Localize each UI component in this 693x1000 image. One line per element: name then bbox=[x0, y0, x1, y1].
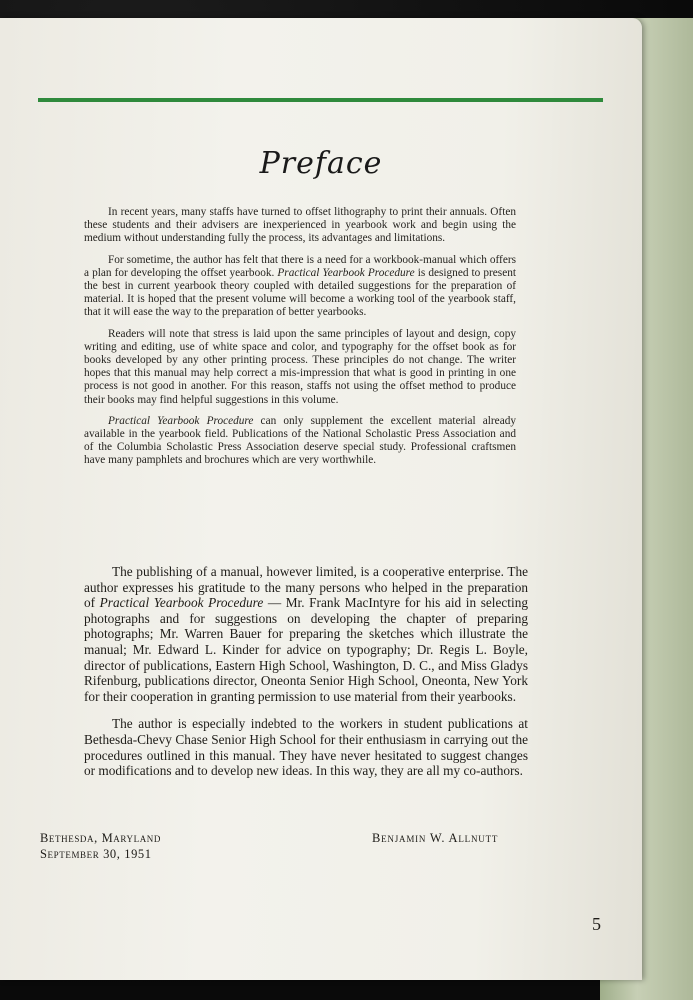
book-title-italic: Practical Yearbook Procedure bbox=[277, 266, 415, 279]
page-title: Preface bbox=[259, 146, 383, 181]
book-title-italic: Practical Yearbook Procedure bbox=[99, 595, 264, 611]
paragraph-text: The author is especially indebted to the workers in student publications at Bethesda-Chevy Chase Senior High School for their enthusiasm in carrying out the procedures outlined in this manual. They have never hesitated to suggest changes or modifications and to develop new ideas. In this way, they are all my co-authors. bbox=[84, 716, 528, 779]
preface-paragraph bbox=[84, 716, 528, 778]
paragraph-text: For sometime, the author has felt that there is a need for a workbook-manual which offers a plan for developing the offset yearbook. bbox=[84, 253, 516, 279]
preface-paragraph bbox=[84, 206, 516, 246]
signature-place: Bethesda, Maryland bbox=[40, 831, 161, 845]
preface-body-small bbox=[84, 206, 516, 476]
page-number: 5 bbox=[592, 914, 601, 934]
paragraph-text: is designed to present the best in current yearbook theory coupled with detailed suggestions for the preparation of material. It is hoped that the present volume will become a working tool of the yearbook staff, that it will ease the way to the preparation of better yearbooks. bbox=[84, 266, 516, 319]
preface-paragraph bbox=[84, 328, 516, 407]
paragraph-text: The publishing of a manual, however limited, is a cooperative enterprise. The author expresses his gratitude to the many persons who helped in the preparation of bbox=[84, 564, 528, 611]
signature-place-date bbox=[40, 830, 161, 862]
preface-paragraph bbox=[84, 564, 528, 704]
preface-paragraph bbox=[84, 415, 516, 468]
paragraph-text: — Mr. Frank MacIntyre for his aid in selecting photographs and for suggestions on developing the chapter of preparing photographs; Mr. Warren Bauer for preparing the sketches which illustrate the manual; Mr. Edward L. Kinder for advice on typography; Dr. Regis L. Boyle, director of publications, Eastern High School, Washington, D. C., and Miss Gladys Rifenburg, publications director, Oneonta Senior High School, Oneonta, New York for their cooperation in granting permission to use material from their yearbooks. bbox=[84, 595, 528, 704]
green-header-rule bbox=[38, 98, 603, 102]
signature-author: Benjamin W. Allnutt bbox=[372, 831, 499, 845]
book-title-italic: Practical Yearbook Procedure bbox=[108, 414, 254, 427]
preface-body-large bbox=[84, 564, 528, 791]
preface-paragraph bbox=[84, 254, 516, 320]
signature-date: September 30, 1951 bbox=[40, 847, 152, 861]
paragraph-text: can only supplement the excellent material already available in the yearbook field. Publications of the National Scholastic Press Association and of the Columbia Scholastic Press Association deserve special study. Professional craftsmen have many pamphlets and brochures which are very worthwhile. bbox=[84, 414, 517, 467]
paragraph-text: Readers will note that stress is laid upon the same principles of layout and design, copy writing and editing, use of white space and color, and typography for the offset book as for books developed by any other printing process. These principles do not change. The writer hopes that this manual may help correct a mis-impression that what is good in printing in one process is not good in another. For this reason, staffs not using the offset method to produce their books may find helpful suggestions in this volume. bbox=[84, 327, 516, 406]
book-page bbox=[0, 18, 642, 980]
paragraph-text: In recent years, many staffs have turned to offset lithography to print their annuals. Often these students and their advisers are inexperienced in yearbook work and begin using the medium without understanding fully the process, its advantages and limitations. bbox=[84, 206, 516, 245]
